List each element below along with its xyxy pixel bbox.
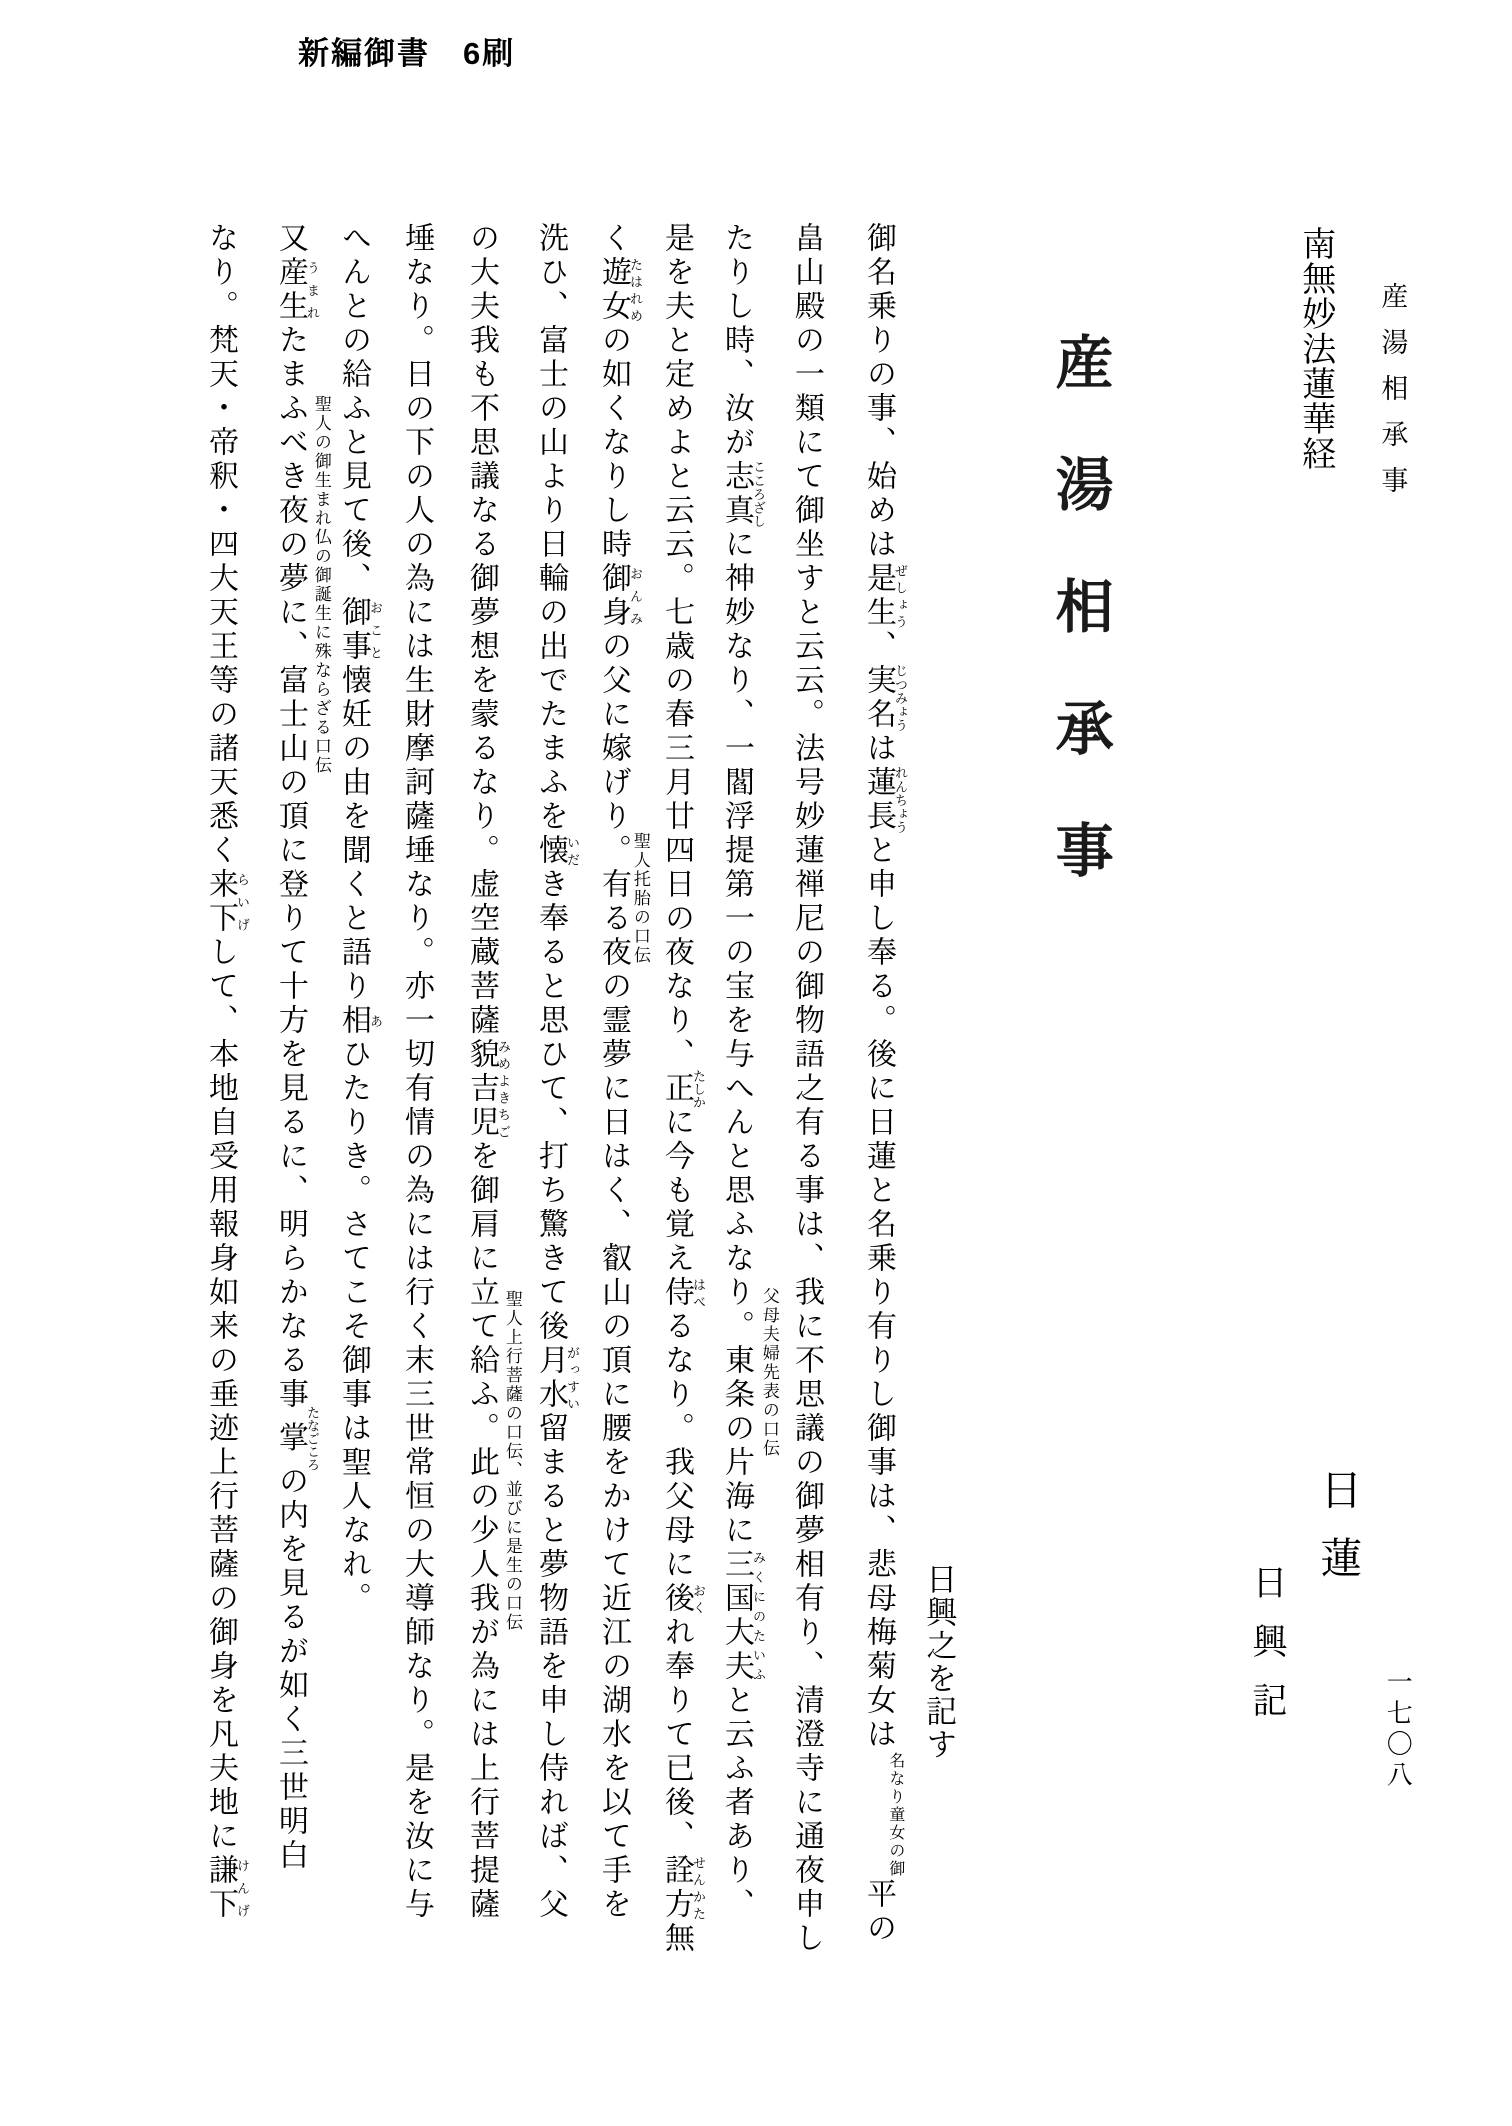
body-column: く遊女たはれめの如くなりし時御身おんみの父に嫁げり。有る夜の霊夢に日はく、叡山の頂に腰をかけて近江の湖水を以て手を [597, 222, 643, 1922]
running-title: 産湯相承事 [1377, 282, 1408, 512]
ruby-term: 貌吉児みめよきちご [465, 1038, 511, 1140]
recorder-signature: 日興記 [1248, 1564, 1287, 1741]
body-column: 是を夫と定めよと云云。七歳の春三月廿四日の夜なり、正たしかに今も覚え侍はべるなり。我父母に後おくれ奉りて已後、詮方せんかた無 [660, 222, 706, 1956]
main-title: 産湯相承事 [1046, 332, 1112, 942]
daimoku-line: 南無妙法蓮華経 [1296, 226, 1334, 471]
ruby-term: 来下らいげ [204, 868, 250, 936]
gutter-note: 聖人の御生まれ仏の御誕生に殊ならざる口伝 [311, 395, 331, 775]
body-column: なり。梵天・帝釈・四大天王等の諸天悉く来下らいげして、本地自受用報身如来の垂迹上行菩薩の御身を凡夫地に謙下けんげ [204, 222, 250, 1922]
gutter-note: 父母夫婦先表の口伝 [759, 1287, 779, 1458]
ruby-term: 相あ [337, 1004, 383, 1038]
ruby-term: 産生うまれ [274, 256, 320, 324]
body-column: へんとの給ふと見て後、御事おこと懐妊の由を聞くと語り相あひたりき。さてこそ御事は聖人なれ。 [337, 222, 383, 1616]
ruby-term: 謙下けんげ [204, 1854, 250, 1922]
body-column: 洗ひ、富士の山より日輪の出でたまふを懐いだき奉ると思ひて、打ち驚きて後月水がっすい留まると夢物語を申し侍れば、父 [534, 222, 580, 1922]
ruby-term: 後おく [660, 1582, 706, 1616]
inline-note: 童女の御 名なり [886, 1752, 904, 1878]
ruby-term: 是生ぜしょう [862, 562, 908, 630]
scribe-line: 日興之を記す [921, 1563, 957, 1761]
body-column: の大夫我も不思議なる御夢想を蒙るなり。虚空蔵菩薩貌吉児みめよきちごを御肩に立て給ふ。此の少人我が為には上行菩提薩 [465, 222, 511, 1922]
page-number: 一七〇八 [1383, 1668, 1413, 1792]
ruby-term: 御身おんみ [597, 562, 643, 630]
ruby-term: 三国大夫みくにのたいふ [720, 1548, 766, 1684]
gutter-note: 聖人托胎の口伝 [630, 832, 650, 965]
ruby-term: 月水がっすい [534, 1344, 580, 1412]
ruby-term: 蓮長れんちょう [862, 766, 908, 834]
ruby-term: 御事おこと [337, 596, 383, 664]
body-column: 御名乗りの事、始めは是生ぜしょう、実名じつみょうは蓮長れんちょうと申し奉る。後に日蓮と名乗り有りし御事は、悲母梅菊女は 童女の御 名なり 平の [862, 222, 908, 1946]
ruby-term: 正たしか [660, 1069, 706, 1109]
ruby-term: 懐いだ [534, 834, 580, 868]
ruby-term: 侍はべ [660, 1276, 706, 1310]
ruby-term: 遊女たはれめ [597, 256, 643, 324]
gutter-note: 聖人上行菩薩の口伝、並びに是生の口伝 [502, 1290, 522, 1632]
ruby-term: 詮方せんかた [660, 1854, 706, 1922]
ruby-term: 掌たなごころ [274, 1406, 320, 1471]
print-header: 新編御書 6刷 [298, 36, 516, 71]
body-column: 又産生うまれたまふべき夜の夢に、富士山の頂に登りて十方を見るに、明らかなる事掌たなごころの内を見るが如く三世明白 [274, 222, 320, 1873]
body-column: たりし時、汝が志真こころざしに神妙なり、一閻浮提第一の宝を与へんと思ふなり。東条の片海に三国大夫みくにのたいふと云ふ者あり、 [720, 222, 766, 1922]
body-column: 畠山殿の一類にて御坐すと云云。法号妙蓮禅尼の御物語之有る事は、我に不思議の御夢相有り、清澄寺に通夜申し [790, 222, 823, 1956]
ruby-term: 志真こころざし [720, 460, 766, 528]
author-signature: 日蓮 [1314, 1468, 1361, 1604]
ruby-term: 実名じつみょう [862, 664, 908, 732]
body-column: 埵なり。日の下の人の為には生財摩訶薩埵なり。亦一切有情の為には行く末三世常恒の大導師なり。是を汝に与 [400, 222, 433, 1922]
